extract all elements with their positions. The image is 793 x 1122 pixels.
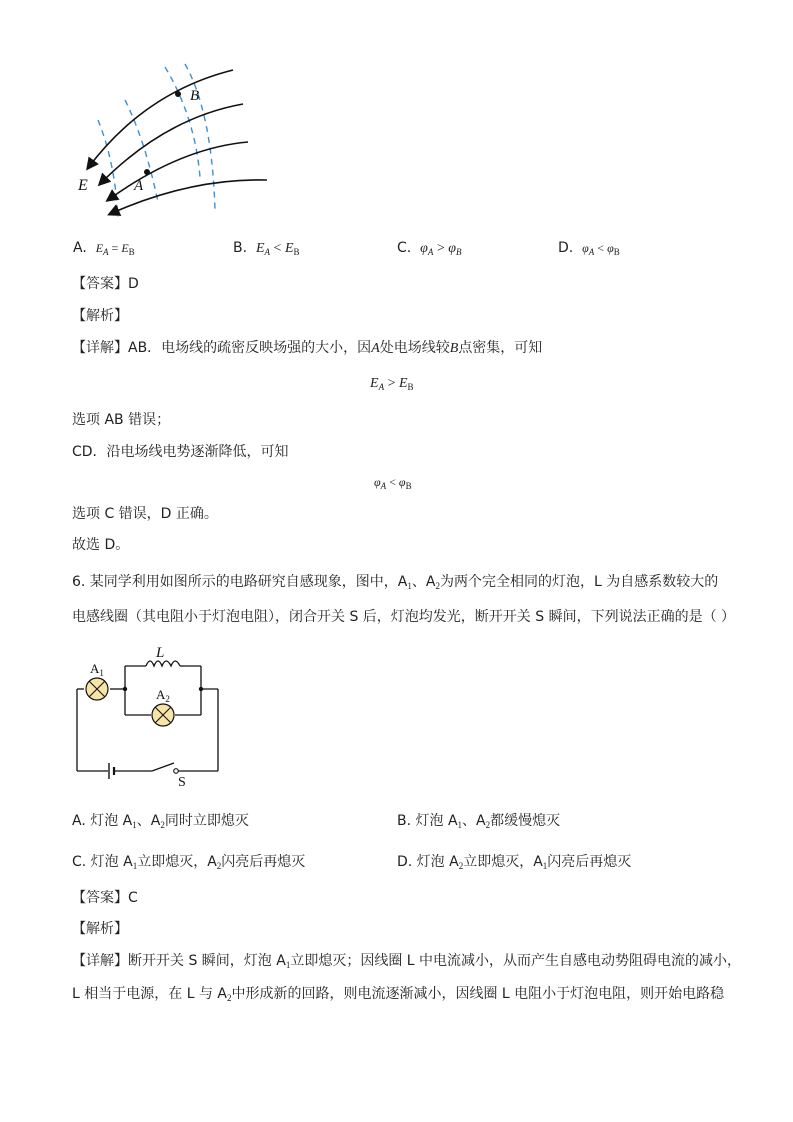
option-c[interactable]: C. $\varphi_A > \varphi_B$: [397, 240, 462, 257]
option-a[interactable]: A. $E_A = E_B$: [73, 240, 135, 257]
question-6-stem-line2: 电感线圈（其电阻小于灯泡电阻），闭合开关 S 后，灯泡均发光，断开开关 S 瞬间，下列说法正确的是（ ）: [72, 609, 736, 625]
equation-field-strength: $E_A > E_B$: [370, 376, 414, 392]
switch-lever: [152, 763, 174, 771]
equipotential-line: [98, 120, 118, 217]
lamp-a1: [86, 678, 108, 700]
inductor-coil: [146, 661, 180, 666]
answer-tag: 【答案】: [72, 276, 128, 292]
switch-contact: [174, 769, 179, 774]
q6-detail-line2: L 相当于电源，在 L 与 $A_2$中形成新的回路，则电流逐渐减小，因线圈 L 电阻小于灯泡电阻，则开始电路稳: [72, 986, 725, 1003]
q6-detail-line1: 【详解】断开开关 S 瞬间，灯泡 $A_1$立即熄灭；因线圈 L 中电流减小，从而产生自感电动势阻碍电流的减小，: [72, 953, 742, 970]
analysis-tag: 【解析】: [72, 308, 128, 324]
cd-conclusion-line: 选项 C 错误，D 正确。: [72, 506, 218, 522]
q6-answer-value: C: [128, 890, 138, 906]
point-b: [175, 91, 181, 97]
answer-line: [72, 274, 139, 294]
cd-detail-line: CD．沿电场线电势逐渐降低，可知: [72, 444, 289, 460]
option-b[interactable]: B. $E_A < E_B$: [233, 240, 300, 257]
q6-option-a[interactable]: A. 灯泡 $A_1$、$A_2$同时立即熄灭: [72, 813, 249, 830]
electric-field-figure: [70, 62, 280, 222]
label-b: B: [190, 88, 200, 104]
label-a1: $A_1$: [90, 661, 104, 678]
label-s: S: [178, 775, 186, 788]
circuit-figure: [70, 643, 230, 788]
q6-analysis-tag: 【解析】: [72, 921, 128, 937]
q6-option-c[interactable]: C. 灯泡 $A_1$立即熄灭，$A_2$闪亮后再熄灭: [72, 854, 306, 871]
label-a2: $A_2$: [156, 687, 170, 704]
question-6-stem-line1: 6. 某同学利用如图所示的电路研究自感现象，图中，$A_1$、$A_2$为两个完全相同的灯泡，L 为自感系数较大的: [72, 574, 719, 591]
q6-answer-line: [72, 888, 138, 908]
q6-answer-tag: 【答案】: [72, 890, 128, 906]
label-e: E: [78, 177, 88, 194]
option-d[interactable]: D. $\varphi_A < \varphi_B$: [558, 240, 620, 257]
junction-left: [123, 687, 127, 691]
detail-line: 【详解】AB．电场线的疏密反映场强的大小，因A处电场线较B点密集，可知: [72, 340, 543, 356]
q6-option-b[interactable]: B. 灯泡 $A_1$、$A_2$都缓慢熄灭: [397, 813, 561, 830]
final-choice-line: 故选 D。: [72, 537, 130, 553]
label-a: A: [134, 178, 144, 194]
label-l: L: [156, 645, 165, 661]
equation-potential: $\varphi_A < \varphi_B$: [374, 475, 412, 491]
field-line: [108, 142, 248, 200]
point-a: [144, 169, 150, 175]
ab-wrong-line: 选项 AB 错误；: [72, 412, 171, 428]
answer-value: D: [128, 276, 139, 292]
lamp-a2: [152, 704, 174, 726]
junction-right: [199, 687, 203, 691]
q6-option-d[interactable]: D. 灯泡 $A_2$立即熄灭，$A_1$闪亮后再熄灭: [397, 854, 632, 871]
field-line: [100, 104, 243, 184]
